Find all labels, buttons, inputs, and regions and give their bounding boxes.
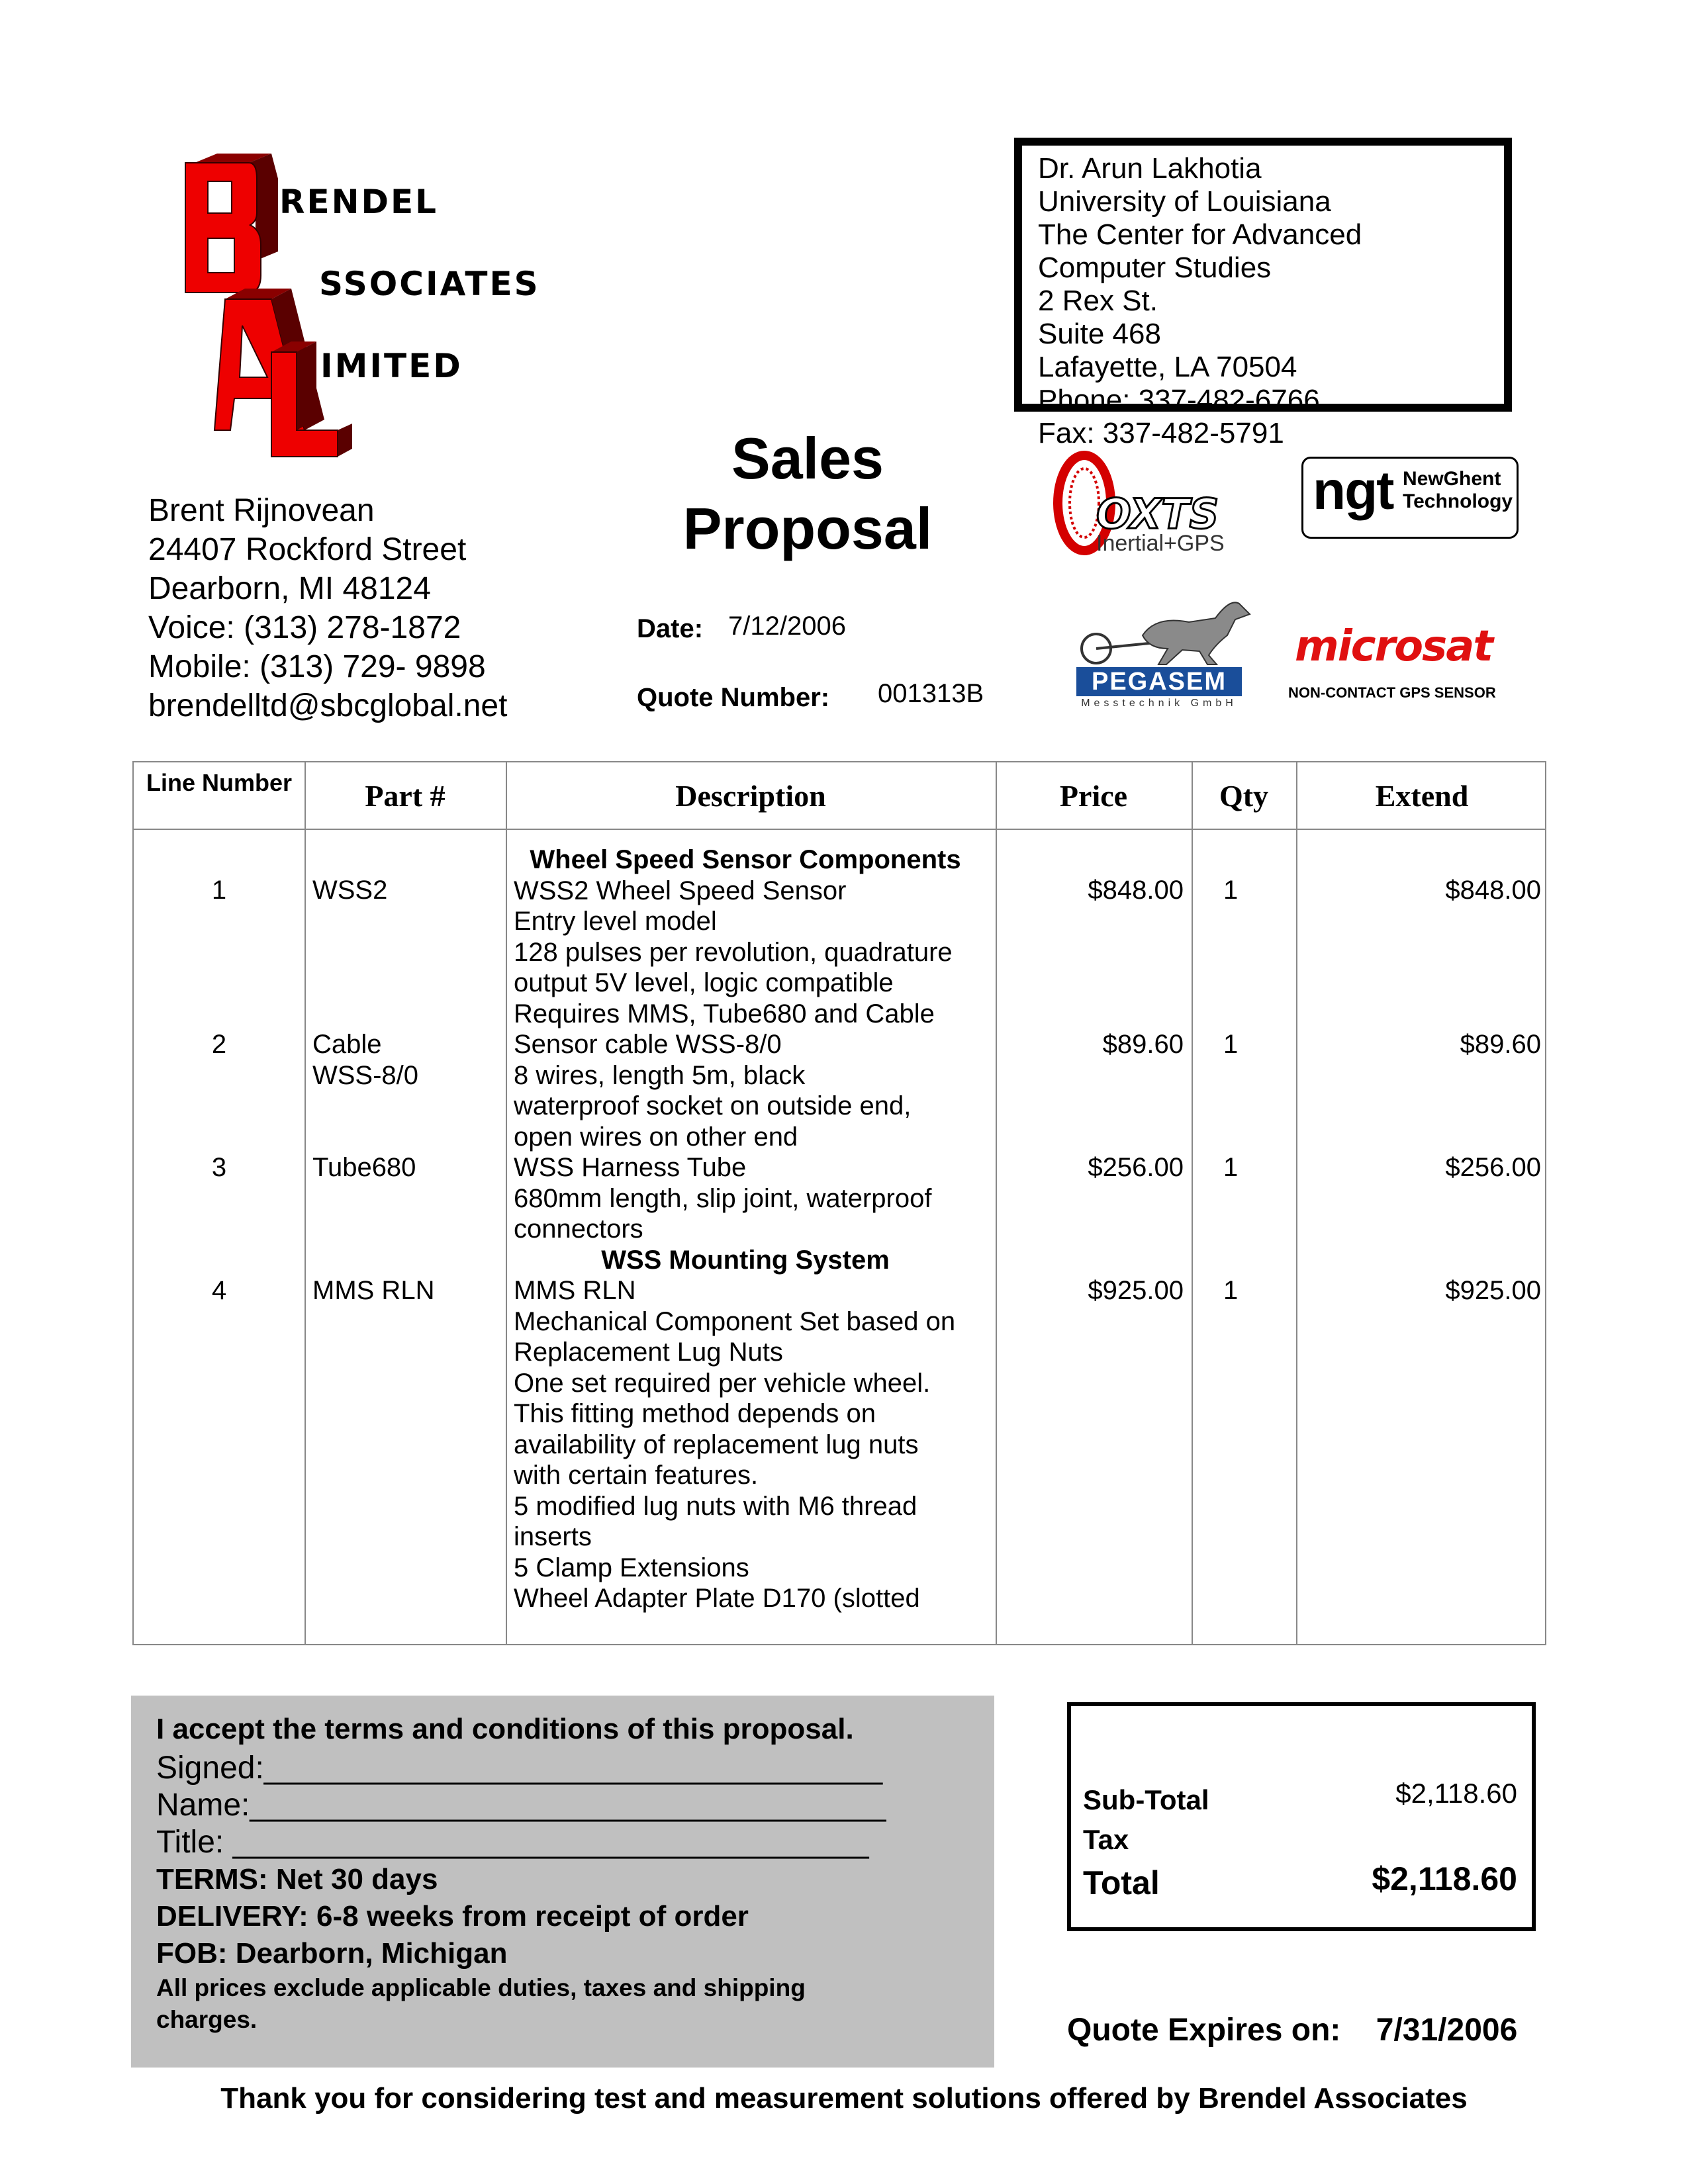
fob-text: FOB: Dearborn, Michigan bbox=[156, 1937, 508, 1970]
item-4-desc-line: This fitting method depends on bbox=[514, 1399, 876, 1428]
item-4-desc-line: with certain features. bbox=[514, 1461, 759, 1490]
item-2-part-line: WSS-8/0 bbox=[312, 1060, 419, 1090]
ngt-name bbox=[1403, 468, 1513, 513]
item-3-price: $256.00 bbox=[1088, 1153, 1184, 1182]
microsat-caption: NON-CONTACT GPS SENSOR bbox=[1288, 684, 1496, 701]
item-2-line-number: 2 bbox=[211, 1030, 227, 1059]
seller-street: 24407 Rockford Street bbox=[148, 532, 467, 567]
header-price: Price bbox=[1059, 778, 1128, 813]
section-heading: WSS Mounting System bbox=[601, 1245, 890, 1275]
recipient-line: Lafayette, LA 70504 bbox=[1038, 351, 1297, 383]
item-2-desc-line: 8 wires, length 5m, black bbox=[514, 1060, 806, 1090]
item-4-desc-line: Wheel Adapter Plate D170 (slotted bbox=[514, 1584, 920, 1613]
item-2-part bbox=[312, 1029, 418, 1091]
pricing-note: charges. bbox=[156, 2006, 258, 2033]
item-1-desc-line: output 5V level, logic compatible bbox=[514, 968, 894, 997]
item-4-desc-line: MMS RLN bbox=[514, 1276, 636, 1305]
header-divider bbox=[134, 829, 1545, 830]
title-line[interactable]: Title: ____________________________________ bbox=[156, 1825, 869, 1860]
total-label: Total bbox=[1083, 1864, 1160, 1901]
acceptance-content bbox=[156, 1709, 886, 2036]
subtotal-label: Sub-Total bbox=[1083, 1784, 1209, 1815]
item-4-desc-line: inserts bbox=[514, 1522, 592, 1551]
page-title bbox=[669, 424, 947, 564]
footer-thanks: Thank you for considering test and measurement solutions offered by Brendel Associates bbox=[220, 2082, 1468, 2115]
microsat-wordmark: microsat bbox=[1295, 622, 1492, 671]
item-4-qty: 1 bbox=[1223, 1276, 1239, 1305]
date-label: Date: bbox=[637, 614, 704, 643]
recipient-name: Dr. Arun Lakhotia bbox=[1038, 152, 1262, 185]
ngt-name-line-2: Technology bbox=[1403, 490, 1513, 512]
item-4-desc-line: 5 Clamp Extensions bbox=[514, 1553, 749, 1582]
title-line-1: Sales bbox=[731, 426, 884, 491]
item-2-desc-line: open wires on other end bbox=[514, 1122, 798, 1152]
totals-box bbox=[1067, 1702, 1536, 1931]
item-2-extend: $89.60 bbox=[1460, 1030, 1541, 1059]
acceptance-heading: I accept the terms and conditions of this proposal. bbox=[156, 1713, 854, 1745]
total-value: $2,118.60 bbox=[1372, 1860, 1517, 1897]
item-4-price: $925.00 bbox=[1088, 1276, 1184, 1305]
description-column bbox=[514, 844, 977, 1614]
item-1-price: $848.00 bbox=[1088, 876, 1184, 905]
pegasem-sub: Messtechnik GmbH bbox=[1081, 698, 1237, 709]
item-1-desc-line: Entry level model bbox=[514, 907, 717, 936]
pricing-note: All prices exclude applicable duties, taxes and shipping bbox=[156, 1974, 806, 2001]
item-4-desc-line: 5 modified lug nuts with M6 thread bbox=[514, 1491, 917, 1521]
seller-voice: Voice: (313) 278-1872 bbox=[148, 610, 461, 645]
item-3-extend: $256.00 bbox=[1445, 1153, 1541, 1182]
recipient-line: Computer Studies bbox=[1038, 251, 1272, 284]
item-4-desc-line: availability of replacement lug nuts bbox=[514, 1430, 919, 1459]
header-description: Description bbox=[675, 778, 826, 813]
newghent-logo bbox=[1301, 457, 1519, 539]
item-1-qty: 1 bbox=[1223, 876, 1239, 905]
item-1-extend: $848.00 bbox=[1445, 876, 1541, 905]
item-2-desc-line: waterproof socket on outside end, bbox=[514, 1091, 912, 1120]
header-qty: Qty bbox=[1219, 778, 1269, 813]
section-heading: Wheel Speed Sensor Components bbox=[530, 845, 961, 874]
microsat-logo bbox=[1288, 622, 1520, 708]
logo-word-rendel: RENDEL bbox=[279, 183, 439, 221]
header-extend: Extend bbox=[1375, 778, 1469, 813]
item-3-part: Tube680 bbox=[312, 1153, 416, 1182]
recipient-address bbox=[1038, 152, 1362, 450]
recipient-line: University of Louisiana bbox=[1038, 185, 1331, 218]
item-4-desc-line: One set required per vehicle wheel. bbox=[514, 1368, 931, 1398]
date-value: 7/12/2006 bbox=[728, 612, 846, 641]
recipient-phone: Phone: 337-482-6766 bbox=[1038, 384, 1320, 416]
delivery-text: DELIVERY: 6-8 weeks from receipt of order bbox=[156, 1900, 749, 1933]
item-1-line-number: 1 bbox=[211, 876, 227, 905]
seller-contact bbox=[148, 491, 507, 725]
seller-name: Brent Rijnovean bbox=[148, 493, 375, 528]
item-2-price: $89.60 bbox=[1102, 1030, 1184, 1059]
oxts-tagline: Inertial+GPS bbox=[1096, 531, 1225, 556]
item-4-desc-line: Replacement Lug Nuts bbox=[514, 1338, 783, 1367]
title-line-2: Proposal bbox=[682, 496, 933, 561]
ngt-name-line-1: NewGhent bbox=[1403, 468, 1501, 490]
oxts-logo bbox=[1050, 450, 1242, 563]
horse-icon bbox=[1076, 596, 1255, 667]
item-3-desc-line: connectors bbox=[514, 1214, 643, 1244]
item-3-line-number: 3 bbox=[211, 1153, 227, 1182]
item-2-desc-line: Sensor cable WSS-8/0 bbox=[514, 1030, 782, 1059]
acceptance-panel bbox=[131, 1696, 994, 2068]
oxts-wordmark: OXTS bbox=[1096, 490, 1219, 538]
column-divider bbox=[1192, 762, 1193, 1644]
quote-number-value: 001313B bbox=[878, 679, 984, 708]
brendel-associates-logo bbox=[179, 152, 642, 463]
item-2-part-line: Cable bbox=[312, 1030, 382, 1059]
header-line-number: Line Number bbox=[146, 769, 293, 796]
pegasem-wordmark: PEGASEM bbox=[1076, 667, 1242, 696]
recipient-fax: Fax: 337-482-5791 bbox=[1038, 417, 1284, 449]
recipient-line: Suite 468 bbox=[1038, 318, 1161, 350]
seller-email: brendelltd@sbcglobal.net bbox=[148, 688, 508, 723]
recipient-line: 2 Rex St. bbox=[1038, 285, 1158, 317]
seller-mobile: Mobile: (313) 729- 9898 bbox=[148, 649, 486, 684]
item-1-desc-line: Requires MMS, Tube680 and Cable bbox=[514, 999, 935, 1028]
item-4-desc-line: Mechanical Component Set based on bbox=[514, 1306, 956, 1336]
column-divider bbox=[305, 762, 306, 1644]
pegasem-logo bbox=[1076, 596, 1255, 709]
logo-letter-b bbox=[185, 154, 278, 293]
quote-expiry bbox=[1067, 2012, 1517, 2048]
item-2-qty: 1 bbox=[1223, 1030, 1239, 1059]
item-1-desc-line: WSS2 Wheel Speed Sensor bbox=[514, 876, 847, 905]
signature-line[interactable]: Signed:___________________________________ bbox=[156, 1751, 883, 1786]
quote-number-label: Quote Number: bbox=[637, 683, 830, 712]
seller-city: Dearborn, MI 48124 bbox=[148, 571, 431, 606]
logo-word-ssociates: SSOCIATES bbox=[319, 265, 540, 303]
ngt-letters: ngt bbox=[1313, 461, 1393, 521]
recipient-line: The Center for Advanced bbox=[1038, 218, 1362, 251]
tax-label: Tax bbox=[1083, 1824, 1129, 1855]
item-3-desc-line: WSS Harness Tube bbox=[514, 1153, 747, 1182]
expires-value: 7/31/2006 bbox=[1376, 2013, 1518, 2048]
recipient-address-box bbox=[1014, 138, 1512, 449]
subtotal-value: $2,118.60 bbox=[1395, 1778, 1517, 1809]
name-line[interactable]: Name:____________________________________ bbox=[156, 1788, 886, 1823]
line-items-table bbox=[132, 761, 1546, 1645]
header-part: Part # bbox=[365, 778, 445, 813]
item-4-part: MMS RLN bbox=[312, 1276, 435, 1305]
item-1-desc-line: 128 pulses per revolution, quadrature bbox=[514, 937, 953, 967]
terms-text: TERMS: Net 30 days bbox=[156, 1863, 438, 1895]
item-4-extend: $925.00 bbox=[1445, 1276, 1541, 1305]
item-1-part: WSS2 bbox=[312, 876, 388, 905]
column-divider bbox=[506, 762, 507, 1644]
logo-word-imited: IMITED bbox=[320, 347, 463, 385]
item-3-desc-line: 680mm length, slip joint, waterproof bbox=[514, 1183, 932, 1213]
expires-label: Quote Expires on: bbox=[1067, 2013, 1341, 2048]
item-4-line-number: 4 bbox=[211, 1276, 227, 1305]
item-3-qty: 1 bbox=[1223, 1153, 1239, 1182]
